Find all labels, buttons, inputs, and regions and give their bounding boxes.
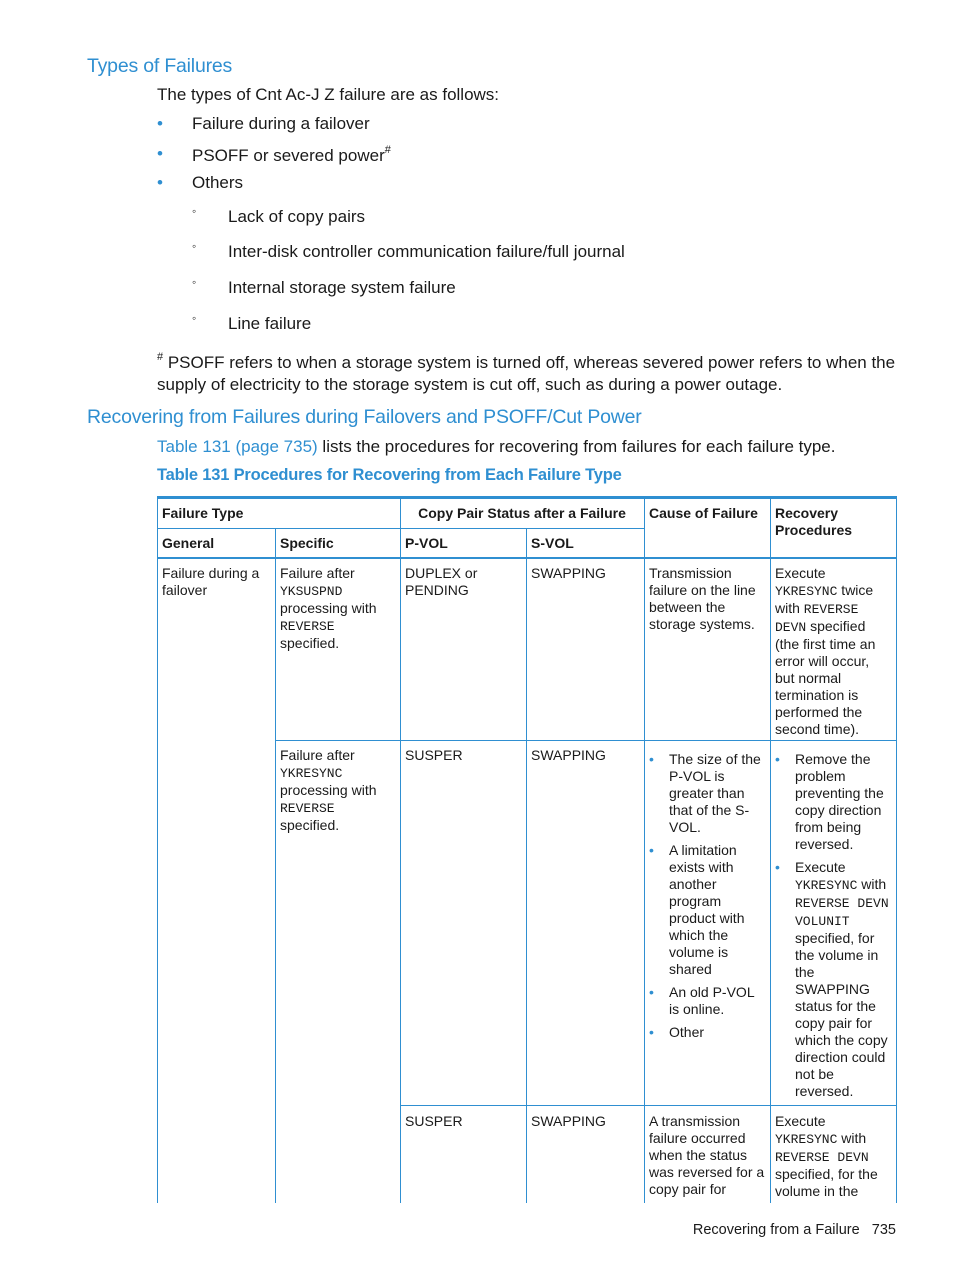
table-reference-link[interactable]: Table 131 (page 735) [157, 437, 318, 456]
row1-pvol: DUPLEX or PENDING [405, 565, 478, 598]
row2-svol: SWAPPING [531, 747, 606, 763]
procedures-table [157, 496, 897, 1203]
row1-recovery: Execute YKRESYNC twice with REVERSE DEVN specified (the first time an error will occur, but normal termination is performed the second time). [775, 565, 876, 737]
header-recovery: Recovery Procedures [775, 505, 853, 538]
footnote: # PSOFF refers to when a storage system is turned off, whereas severed power refers to when the supply of electricity to the storage system is cut off, such as during a power outage. [157, 351, 896, 394]
list-item: • A limitation exists with another program product with which the volume is shared [649, 842, 745, 977]
footer-section: Recovering from a Failure [692, 1222, 860, 1238]
circle-bullet-icon: ◦ [192, 275, 197, 289]
page-footer [693, 1222, 896, 1238]
table-caption: Table 131 Procedures for Recovering from Each Failure Type [157, 466, 622, 484]
bullet-icon: • [157, 144, 163, 163]
document-page: Types of Failures The types of Cnt Ac-J Z failure are as follows: • Failure during a failover • PSOFF or severed power# • Others ◦ Lack of copy pairs ◦ Inter-disk controller communication failure/full journal ◦ Internal storage system failure ◦ Line failure # PSOFF refers to when a storage system is turned off, whereas severed power refers to when the supply of electricity to the storage system is cut off, such as during a power outage. Recovering from Failures during Failovers and PSOFF/Cut Power Table 131 (page 735) lists the procedures for recovering from failures for each failure type. Table 131 Procedures for Recovering from Each Failure Type Failure Type Copy Pair Status after a Failure Cause of Failure Recovery Procedures General Specific P-VOL S-VOL Failure during a failover Failure after YKSUSPND processing with REVERSE specified. DUPLEX or PENDING SWAPPING Transmission failure on the line between the storage systems. Execute YKRESYNC twice with REVERSE DEVN specified (the first time an error will occur, but normal termination is performed the second time). Failure after YKRESYNC processing with REVERSE specified. SUSPER SWAPPING • The size of the P-VOL is greater than that of the S-VOL. • A limitation exists with another program product with which the volume is shared • An old P-VOL is online. • Other • Remove the problem preventing the copy direction from being reversed. • Execute YKRESYNC with REVERSE DEVN VOLUNIT specified, for the volume in the SWAPPING status for the copy pair for which the copy direction could not be reversed. SUSPER SWAPPING A transmission failure occurred when the status was reversed for a copy pair for Execute YKRESYNC with REVERSE DEVN specified, for the volume in the Recovering from a Failure 735 [87, 55, 896, 1238]
circle-bullet-icon: ◦ [192, 311, 197, 325]
row1-specific: Failure after YKSUSPND processing with REVERSE specified. [280, 565, 377, 651]
section-title-recovering: Recovering from Failures during Failovers and PSOFF/Cut Power [87, 406, 642, 428]
header-general: General [162, 535, 215, 551]
row3-recovery: Execute YKRESYNC with REVERSE DEVN specified, for the volume in the [775, 1113, 878, 1199]
footnote-mark: # [384, 144, 391, 156]
list-item: • Execute YKRESYNC with REVERSE DEVN VOLUNIT specified, for the volume in the SWAPPING status for the copy pair for which the copy direction could not be reversed. [775, 859, 889, 1099]
table-intro: Table 131 (page 735) lists the procedures for recovering from failures for each failure type. [157, 437, 836, 456]
row2-cause [644, 751, 770, 1047]
header-svol: S-VOL [531, 535, 574, 551]
row3-cause: A transmission failure occurred when the status was reversed for a copy pair for [649, 1113, 765, 1197]
bullet-icon: • [775, 751, 780, 767]
circle-bullet-icon: ◦ [192, 204, 197, 218]
header-copy-pair-status: Copy Pair Status after a Failure [418, 505, 626, 521]
bullet-icon: • [649, 1024, 654, 1040]
list-item: • Other [649, 1024, 705, 1040]
header-cause: Cause of Failure [649, 505, 758, 521]
row2-specific: Failure after YKRESYNC processing with REVERSE specified. [280, 747, 377, 833]
bullet-icon: • [157, 173, 163, 192]
general-cell: Failure during a failover [162, 565, 260, 598]
row2-pvol: SUSPER [405, 747, 463, 763]
bullet-icon: • [649, 842, 654, 858]
bullet-icon: • [157, 114, 163, 133]
header-failure-type: Failure Type [162, 505, 244, 521]
list-item: • An old P-VOL is online. [649, 984, 755, 1017]
row3-svol: SWAPPING [531, 1113, 606, 1129]
list-item: • Remove the problem preventing the copy direction from being reversed. [775, 751, 884, 852]
header-pvol: P-VOL [405, 535, 448, 551]
bullet-icon: • [649, 751, 654, 767]
section-title-types-of-failures: Types of Failures [87, 55, 233, 77]
row2-recovery [770, 751, 896, 1106]
page-number: 735 [871, 1222, 896, 1238]
circle-bullet-icon: ◦ [192, 239, 197, 253]
row1-cause: Transmission failure on the line between the storage systems. [649, 565, 756, 632]
header-specific: Specific [280, 535, 334, 551]
bullet-icon: • [649, 984, 654, 1000]
row1-svol: SWAPPING [531, 565, 606, 581]
bullet-icon: • [775, 859, 780, 875]
row3-pvol: SUSPER [405, 1113, 463, 1129]
types-intro: The types of Cnt Ac-J Z failure are as follows: [157, 85, 500, 104]
list-item: • The size of the P-VOL is greater than that of the S-VOL. [649, 751, 761, 835]
